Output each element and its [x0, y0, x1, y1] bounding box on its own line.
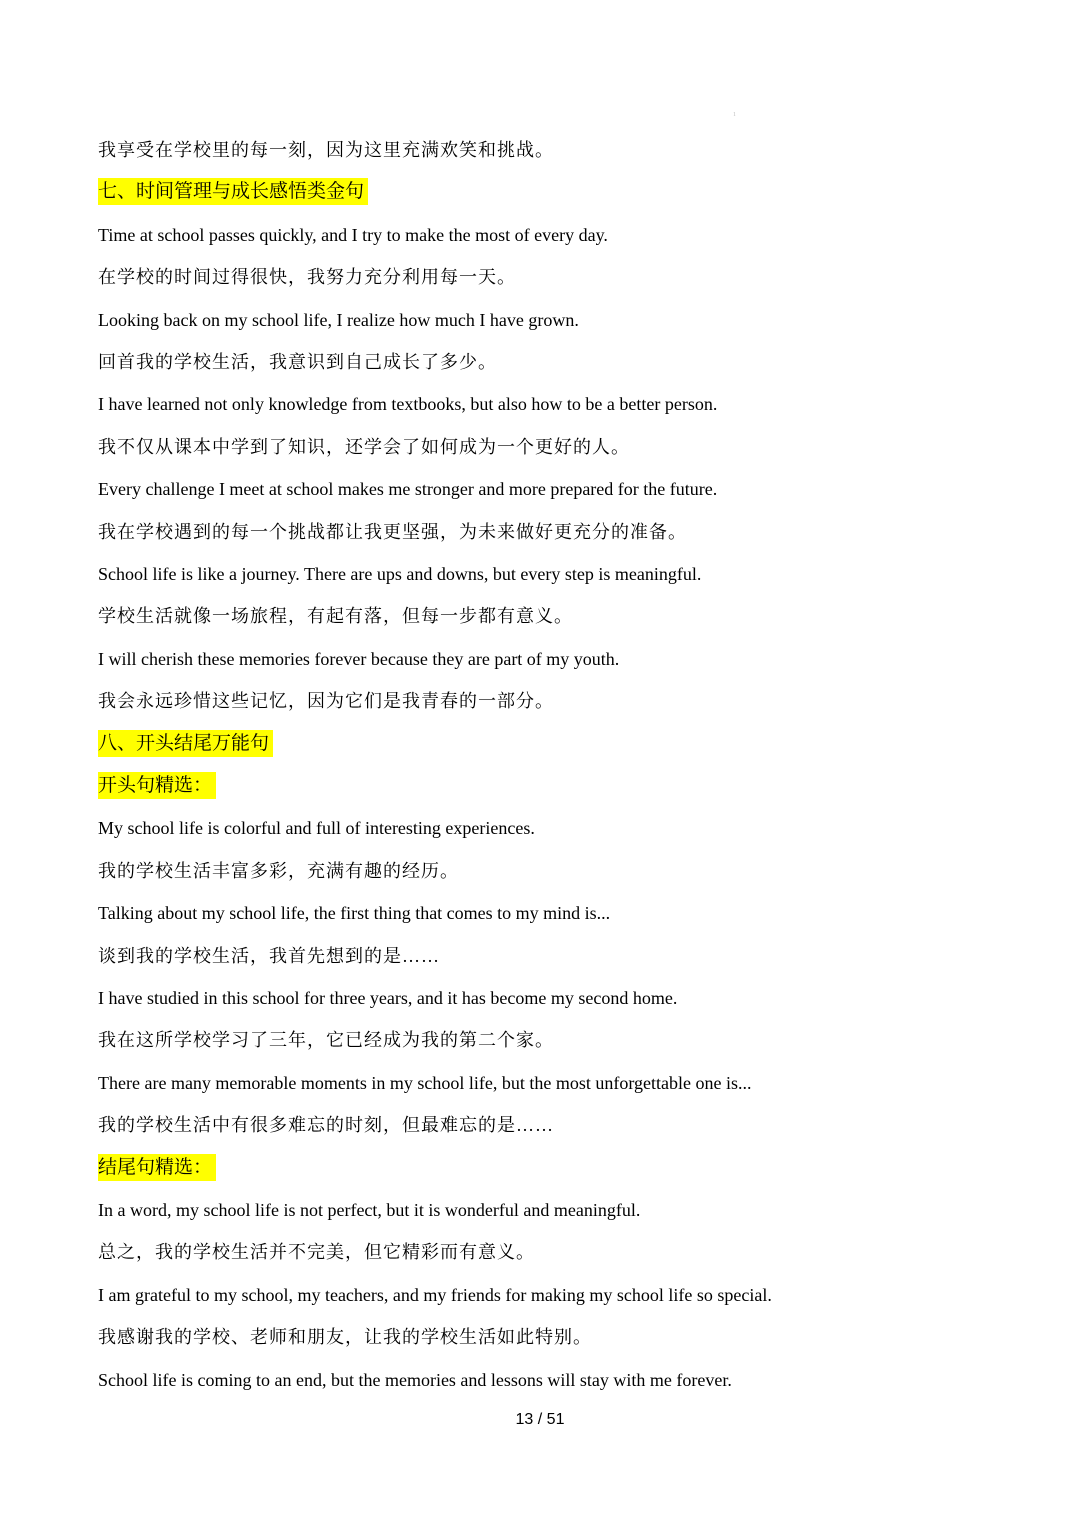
english-sentence: Every challenge I meet at school makes me stronger and more prepared for the future. [98, 479, 718, 500]
english-sentence: I have studied in this school for three years, and it has become my second home. [98, 988, 678, 1008]
english-sentence: Time at school passes quickly, and I try to make the most of every day. [98, 224, 608, 245]
chinese-translation: 我享受在学校里的每一刻，因为这里充满欢笑和挑战。 [98, 140, 554, 160]
section-heading [98, 180, 368, 204]
page-number: 13 / 51 [515, 1411, 565, 1428]
chinese-translation: 我在这所学校学习了三年，它已经成为我的第二个家。 [98, 1030, 554, 1051]
english-sentence: I have learned not only knowledge from textbooks, but also how to be a better person. [98, 394, 718, 415]
chinese-translation: 在学校的时间过得很快，我努力充分利用每一天。 [98, 267, 516, 288]
english-sentence: School life is like a journey. There are ups and downs, but every step is meaningful. [98, 564, 702, 584]
english-sentence: My school life is colorful and full of interesting experiences. [98, 818, 535, 839]
header-mark: 1 [733, 112, 736, 118]
chinese-translation: 我在学校遇到的每一个挑战都让我更坚强，为未来做好更充分的准备。 [98, 521, 687, 542]
english-sentence: I am grateful to my school, my teachers, and my friends for making my school life so special. [98, 1284, 772, 1305]
chinese-translation: 谈到我的学校生活，我首先想到的是…… [98, 945, 440, 966]
chinese-translation: 总之，我的学校生活并不完美，但它精彩而有意义。 [98, 1242, 535, 1263]
section-subheading [98, 774, 216, 798]
section-subheading [98, 1156, 216, 1180]
highlighted-text: 七、时间管理与成长感悟类金句 [98, 178, 368, 205]
highlighted-text: 开头句精选： [98, 772, 216, 799]
chinese-translation: 我感谢我的学校、老师和朋友，让我的学校生活如此特别。 [98, 1327, 592, 1348]
english-sentence: Looking back on my school life, I realize how much I have grown. [98, 309, 579, 330]
english-sentence: School life is coming to an end, but the memories and lessons will stay with me forever. [98, 1369, 732, 1390]
highlighted-text: 结尾句精选： [98, 1154, 216, 1181]
english-sentence: There are many memorable moments in my school life, but the most unforgettable one is... [98, 1072, 752, 1093]
chinese-translation: 我的学校生活中有很多难忘的时刻，但最难忘的是…… [98, 1115, 554, 1136]
english-sentence: I will cherish these memories forever because they are part of my youth. [98, 648, 620, 669]
english-sentence: In a word, my school life is not perfect, but it is wonderful and meaningful. [98, 1200, 641, 1220]
chinese-translation: 我的学校生活丰富多彩，充满有趣的经历。 [98, 860, 459, 881]
chinese-translation: 我不仅从课本中学到了知识，还学会了如何成为一个更好的人。 [98, 436, 630, 457]
chinese-translation: 学校生活就像一场旅程，有起有落，但每一步都有意义。 [98, 606, 573, 627]
section-heading [98, 732, 273, 756]
chinese-translation: 回首我的学校生活，我意识到自己成长了多少。 [98, 352, 497, 372]
chinese-translation: 我会永远珍惜这些记忆，因为它们是我青春的一部分。 [98, 691, 554, 712]
highlighted-text: 八、开头结尾万能句 [98, 730, 273, 757]
english-sentence: Talking about my school life, the first thing that comes to my mind is... [98, 903, 611, 924]
